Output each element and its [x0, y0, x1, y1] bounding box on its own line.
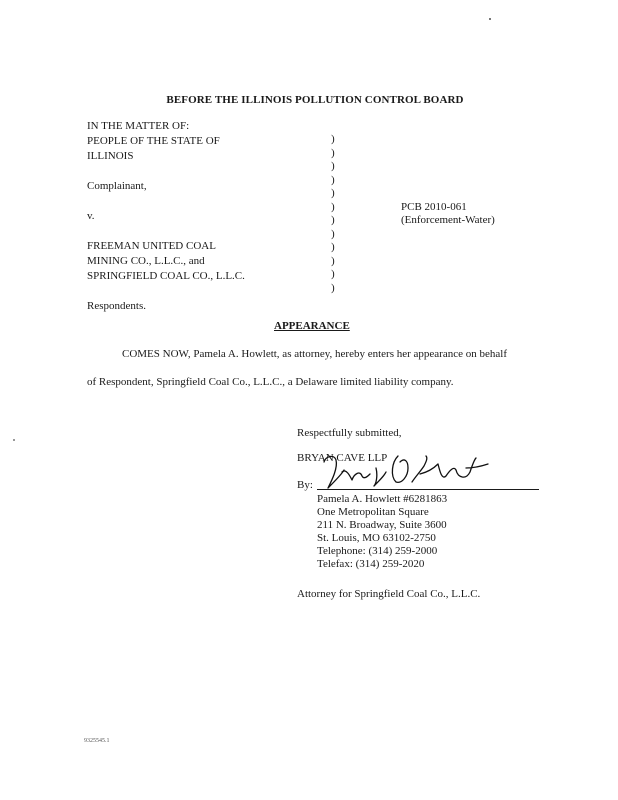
caption-line [87, 225, 245, 240]
by-label: By: [297, 479, 313, 491]
document-id: 9325545.1 [84, 738, 110, 744]
caption-line [87, 285, 245, 300]
appearance-body-line: COMES NOW, Pamela A. Howlett, as attorney, hereby enters her appearance on behalf [122, 348, 507, 360]
caption-line: PEOPLE OF THE STATE OF [87, 135, 220, 147]
paren: ) [331, 133, 335, 145]
handwritten-signature [316, 446, 496, 498]
attorney-contact-block [317, 493, 447, 571]
paren: ) [331, 187, 335, 199]
caption-line [87, 165, 245, 180]
paren: ) [331, 241, 335, 253]
paren: ) [331, 254, 335, 267]
address-line: 211 N. Broadway, Suite 3600 [317, 519, 447, 531]
appearance-body-line: of Respondent, Springfield Coal Co., L.L.C., a Delaware limited liability company. [87, 376, 454, 388]
caption-line: ILLINOIS [87, 150, 134, 162]
caption-line: IN THE MATTER OF: [87, 120, 190, 132]
document-title: BEFORE THE ILLINOIS POLLUTION CONTROL BOARD [166, 94, 464, 106]
telefax: Telefax: (314) 259-2020 [317, 558, 425, 570]
address-line: St. Louis, MO 63102-2750 [317, 532, 436, 544]
case-number: PCB 2010-061 [401, 201, 467, 213]
closing-text: Respectfully submitted, [297, 427, 402, 439]
caption-line: Respondents. [87, 300, 146, 312]
appearance-heading: APPEARANCE [274, 320, 350, 332]
case-type: (Enforcement-Water) [401, 214, 495, 226]
caption-parentheses [331, 133, 335, 295]
caption-line: MINING CO., L.L.C., and [87, 255, 205, 267]
address-line: One Metropolitan Square [317, 506, 429, 518]
caption-line [87, 195, 245, 210]
firm-name: BRYAN CAVE LLP [297, 452, 388, 464]
paren: ) [331, 200, 335, 213]
attorney-for-line: Attorney for Springfield Coal Co., L.L.C. [297, 588, 481, 600]
caption-line: SPRINGFIELD COAL CO., L.L.C. [87, 270, 245, 282]
paren: ) [331, 160, 335, 172]
paren: ) [331, 281, 335, 294]
caption-line: Complainant, [87, 180, 147, 192]
paren: ) [331, 173, 335, 186]
telephone: Telephone: (314) 259-2000 [317, 545, 438, 557]
case-number-block [401, 201, 495, 227]
attorney-name: Pamela A. Howlett #6281863 [317, 493, 448, 505]
paren: ) [331, 146, 335, 159]
scan-speck [489, 18, 491, 20]
scan-speck [13, 439, 15, 441]
paren: ) [331, 268, 335, 280]
case-caption-parties [87, 120, 245, 315]
caption-line: FREEMAN UNITED COAL [87, 240, 216, 252]
caption-line: v. [87, 210, 95, 222]
paren: ) [331, 214, 335, 226]
paren: ) [331, 227, 335, 240]
